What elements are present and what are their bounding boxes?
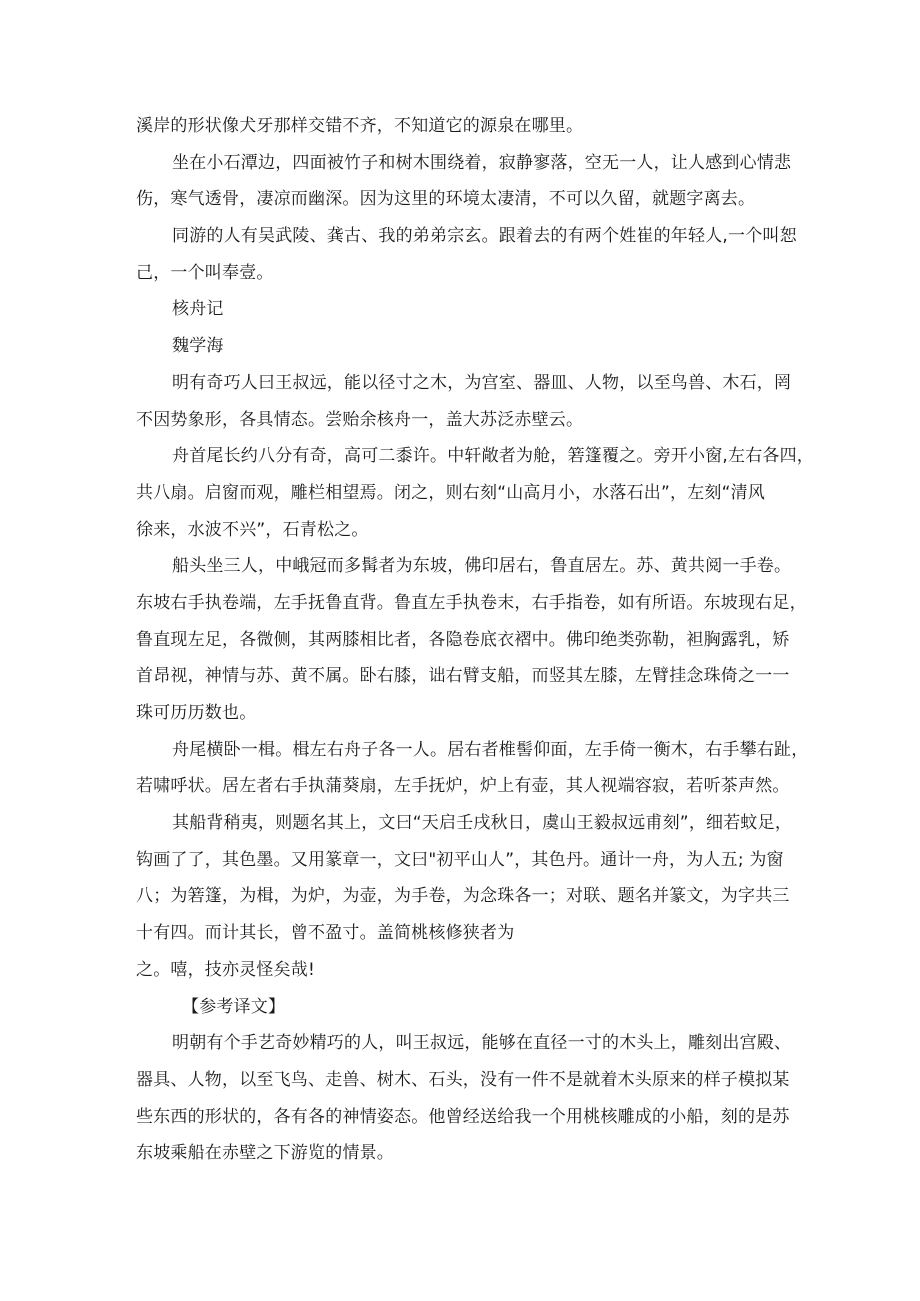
paragraph-start-line: 舟首尾长约八分有奇，高可二黍许。中轩敞者为舱，箬篷覆之。旁开小窗,左右各四， <box>172 446 815 467</box>
text-body <box>136 108 815 1172</box>
text-line: 东坡乘船在赤壁之下游览的情景。 <box>136 1143 394 1164</box>
paragraph-start-line: 船头坐三人，中峨冠而多髯者为东坡，佛印居右，鲁直居左。苏、黄共阅一手卷。 <box>172 556 792 577</box>
text-line: 徐来，水波不兴”，石青松之。 <box>136 519 369 540</box>
text-line: 共八扇。启窗而观，雕栏相望焉。闭之，则右刻“山高月小，水落石出”，左刻“清风 <box>136 482 766 503</box>
text-line: 之。嘻，技亦灵怪矣哉! <box>136 959 316 980</box>
text-line: 十有四。而计其长，曾不盈寸。盖简桃核修狭者为 <box>136 923 515 944</box>
paragraph-start-line: 同游的人有吴武陵、龚古、我的弟弟宗玄。跟着去的有两个姓崔的年轻人,一个叫恕 <box>172 226 797 247</box>
paragraph-start-line: 其船背稍夷，则题名其上，文曰“天启壬戌秋日，虞山王毅叔远甫刻”，细若蚊足， <box>172 813 793 834</box>
text-line: 己，一个叫奉壹。 <box>136 262 274 283</box>
text-line: 器具、人物，以至飞鸟、走兽、树木、石头，没有一件不是就着木头原来的样子模拟某 <box>136 1069 790 1090</box>
text-line: 鲁直现左足，各微侧，其两膝相比者，各隐卷底衣褶中。佛印绝类弥勒，袒胸露乳，矫 <box>136 629 790 650</box>
paragraph-start-line: 舟尾横卧一楫。楫左右舟子各一人。居右者椎髻仰面，左手倚一衡木，右手攀右趾， <box>172 739 809 760</box>
text-line: 首昂视，神情与苏、黄不属。卧右膝，诎右臂支船，而竖其左膝，左臂挂念珠倚之一一 <box>136 666 790 687</box>
text-line: 珠可历历数也。 <box>136 703 257 723</box>
article-author: 魏学海 <box>172 336 224 357</box>
paragraph-start-line: 明朝有个手艺奇妙精巧的人，叫王叔远，能够在直径一寸的木头上，雕刻出宫殿、 <box>172 1033 792 1054</box>
text-line: 钩画了了，其色墨。又用篆章一，文曰"初平山人”，其色丹。通计一舟，为人五; 为窗 <box>136 849 784 870</box>
text-line: 八；为箬篷，为楫，为炉，为壶，为手卷，为念珠各一；对联、题名并篆文，为字共三 <box>136 886 790 907</box>
paragraph-start-line: 坐在小石潭边，四面被竹子和树木围绕着，寂静寥落，空无一人，让人感到心情悲 <box>172 152 792 173</box>
section-heading: 【参考译文】 <box>182 996 286 1017</box>
text-line: 不因势象形，各具情态。尝贻余核舟一，盖大苏泛赤壁云。 <box>136 409 584 430</box>
text-line: 些东西的形状的，各有各的神情姿态。他曾经送给我一个用桃核雕成的小船，刻的是苏 <box>136 1106 790 1127</box>
text-line: 东坡右手执卷端，左手抚鲁直背。鲁直左手执卷末，右手指卷，如有所语。东坡现右足， <box>136 592 807 613</box>
text-line: 伤，寒气透骨，凄凉而幽深。因为这里的环境太凄清，不可以久留，就题字离去。 <box>136 189 756 210</box>
text-line: 溪岸的形状像犬牙那样交错不齐，不知道它的源泉在哪里。 <box>136 116 584 136</box>
text-line: 若啸呼状。居左者右手执蒲葵扇，左手抚炉，炉上有壶，其人视端容寂，若听茶声然。 <box>136 776 790 797</box>
paragraph-start-line: 明有奇巧人曰王叔远，能以径寸之木，为宫室、器皿、人物，以至鸟兽、木石，罔 <box>172 372 792 393</box>
article-title: 核舟记 <box>172 299 224 320</box>
